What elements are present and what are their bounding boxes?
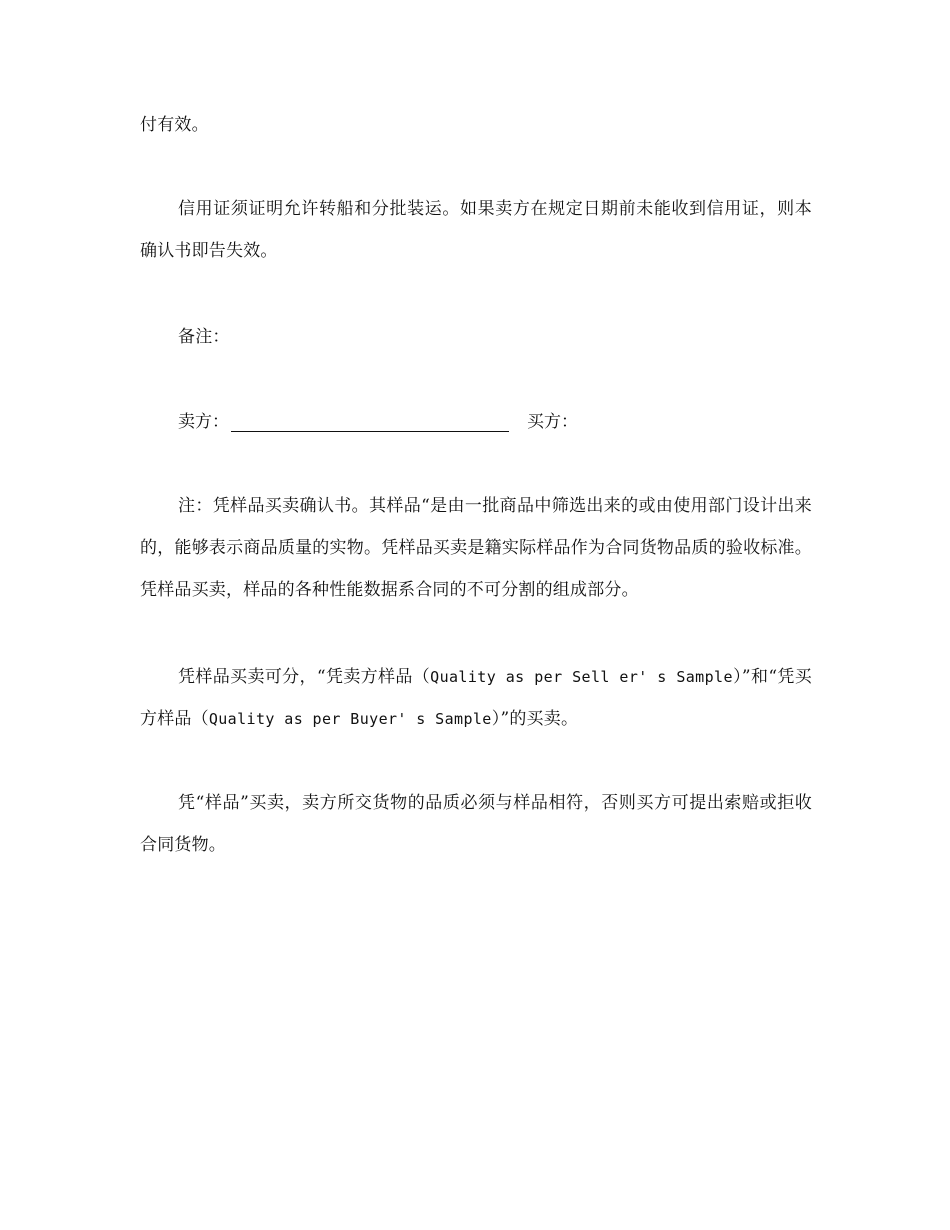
buyer-label: 买方：: [527, 412, 578, 432]
paragraph-sample-note: 注：凭样品买卖确认书。其样品“是由一批商品中筛选出来的或由使用部门设计出来的，能够表示商品质量的实物。凭样品买卖是籍实际样品作为合同货物品质的验收标准。凭样品买卖，样品的各种性能数据系合同的不可分割的组成部分。: [140, 496, 812, 600]
sample-types-buyer-en: Quality as per Buyer' s Sample: [208, 710, 492, 728]
sample-types-text-3: ）”的买卖。: [491, 709, 579, 729]
paragraph-remarks: 备注：: [178, 327, 230, 347]
sample-types-seller-en: Quality as per Sell er' s Sample: [430, 668, 733, 686]
paragraph-sample-compliance: 凭“样品”买卖，卖方所交货物的品质必须与样品相符，否则买方可提出索赔或拒收合同货物。: [140, 793, 812, 855]
signature-row: [178, 401, 578, 443]
paragraph-validity-end: 付有效。: [140, 115, 209, 135]
paragraph-letter-of-credit: 信用证须证明允许转船和分批装运。如果卖方在规定日期前未能收到信用证，则本确认书即告失效。: [140, 199, 812, 261]
seller-signature-line: [231, 401, 509, 432]
seller-label: 卖方：: [178, 412, 229, 432]
sample-types-text-1: 凭样品买卖可分，“凭卖方样品（: [178, 667, 431, 687]
paragraph-sample-types: [140, 656, 812, 740]
sample-types-text-2: ）”和“凭买方样品（: [140, 667, 812, 729]
